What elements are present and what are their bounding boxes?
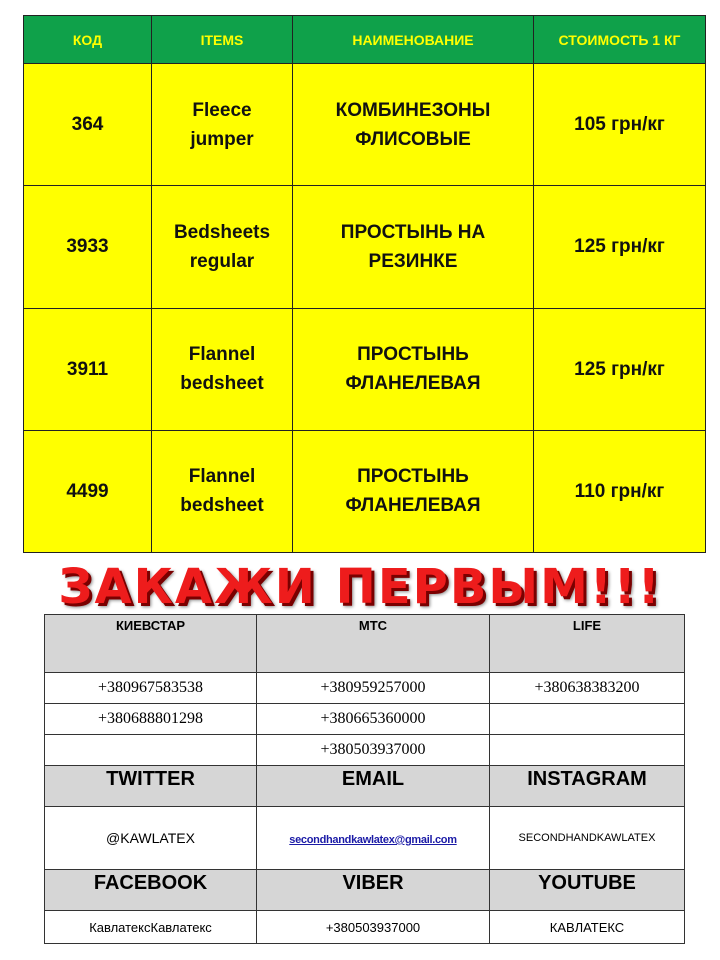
cell-code: 3933	[24, 186, 152, 308]
table-row	[24, 186, 706, 308]
networks-values-row-2	[45, 911, 685, 944]
cell-item	[152, 64, 293, 186]
name-line1: ПРОСТЫНЬ НА	[340, 221, 486, 243]
header-code: КОД	[24, 16, 152, 64]
header-items: ITEMS	[152, 16, 293, 64]
cell-price: 105 грн/кг	[534, 64, 706, 186]
network-youtube: YOUTUBE	[490, 870, 685, 911]
email-link[interactable]: secondhandkawlatex@gmail.com	[289, 834, 457, 846]
facebook-handle[interactable]: КавлатексКавлатекс	[45, 911, 257, 944]
twitter-handle[interactable]: @KAWLATEX	[45, 807, 257, 870]
cell-code: 364	[24, 64, 152, 186]
network-email: EMAIL	[257, 766, 490, 807]
cell-name	[293, 308, 534, 430]
network-instagram: INSTAGRAM	[490, 766, 685, 807]
phone-number[interactable]: +380665360000	[257, 704, 490, 735]
cell-code: 3911	[24, 308, 152, 430]
email-cell	[257, 807, 490, 870]
name-line2: ФЛАНЕЛЕВАЯ	[345, 495, 481, 517]
name-line1: ПРОСТЫНЬ	[357, 344, 469, 366]
name-line2: ФЛАНЕЛЕВАЯ	[345, 373, 481, 395]
network-facebook: FACEBOOK	[45, 870, 257, 911]
instagram-handle[interactable]: SECONDHANDKAWLATEX	[490, 807, 685, 870]
table-row	[24, 308, 706, 430]
phone-number[interactable]: +380503937000	[257, 735, 490, 766]
order-first-banner: ЗАКАЖИ ПЕРВЫМ!!!	[58, 559, 662, 615]
phone-row	[45, 704, 685, 735]
item-line1: Fleece	[192, 99, 252, 121]
viber-number[interactable]: +380503937000	[257, 911, 490, 944]
price-header-row	[24, 16, 706, 64]
networks-row-1	[45, 766, 685, 807]
cell-price: 125 грн/кг	[534, 186, 706, 308]
item-line2: bedsheet	[180, 373, 264, 395]
item-line2: regular	[189, 250, 255, 272]
name-line2: ФЛИСОВЫЕ	[355, 128, 471, 150]
price-table	[23, 15, 706, 553]
phone-number	[45, 735, 257, 766]
cell-name	[293, 430, 534, 552]
cell-code: 4499	[24, 430, 152, 552]
phone-row	[45, 673, 685, 704]
header-price: СТОИМОСТЬ 1 КГ	[534, 16, 706, 64]
youtube-handle[interactable]: КАВЛАТЕКС	[490, 911, 685, 944]
cell-name	[293, 64, 534, 186]
header-name: НАИМЕНОВАНИЕ	[293, 16, 534, 64]
cell-item	[152, 186, 293, 308]
table-row	[24, 64, 706, 186]
item-line2: jumper	[190, 128, 254, 150]
phone-row	[45, 735, 685, 766]
phone-number[interactable]: +380688801298	[45, 704, 257, 735]
item-line1: Bedsheets	[173, 221, 271, 243]
contacts-table	[44, 614, 685, 944]
cell-name	[293, 186, 534, 308]
item-line2: bedsheet	[180, 495, 264, 517]
cell-price: 125 грн/кг	[534, 308, 706, 430]
item-line1: Flannel	[188, 344, 256, 366]
phone-number[interactable]: +380959257000	[257, 673, 490, 704]
cell-item	[152, 430, 293, 552]
name-line1: ПРОСТЫНЬ	[357, 466, 469, 488]
networks-values-row-1	[45, 807, 685, 870]
network-viber: VIBER	[257, 870, 490, 911]
name-line1: КОМБИНЕЗОНЫ	[335, 99, 491, 121]
cell-price: 110 грн/кг	[534, 430, 706, 552]
phone-number	[490, 735, 685, 766]
phone-number[interactable]: +380967583538	[45, 673, 257, 704]
phone-number[interactable]: +380638383200	[490, 673, 685, 704]
operator-kyivstar: КИЕВСТАР	[45, 615, 257, 673]
phone-number	[490, 704, 685, 735]
name-line2: РЕЗИНКЕ	[368, 250, 458, 272]
networks-row-2	[45, 870, 685, 911]
network-twitter: TWITTER	[45, 766, 257, 807]
item-line1: Flannel	[188, 466, 256, 488]
operator-mts: МТС	[257, 615, 490, 673]
operator-life: LIFE	[490, 615, 685, 673]
cell-item	[152, 308, 293, 430]
table-row	[24, 430, 706, 552]
operators-row	[45, 615, 685, 673]
